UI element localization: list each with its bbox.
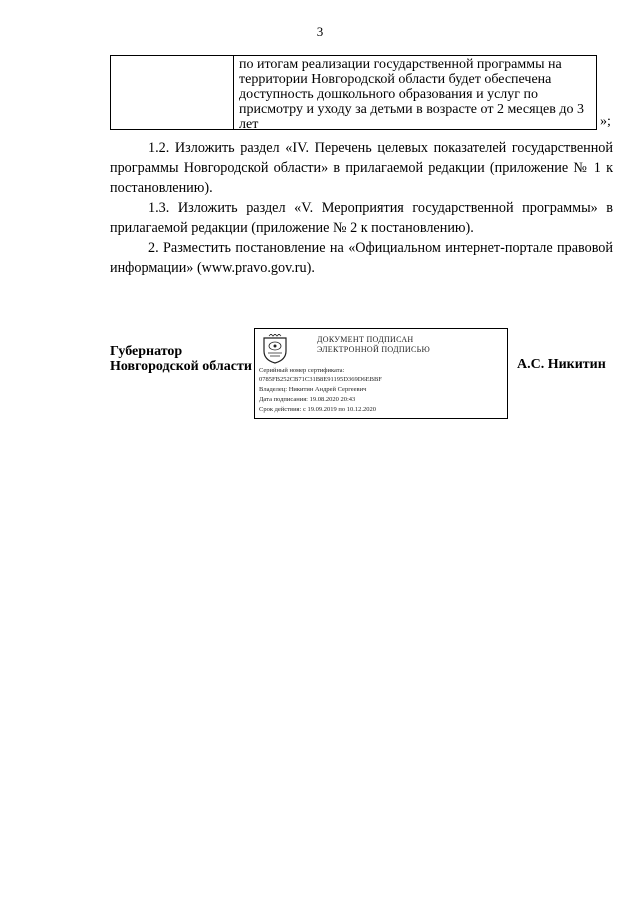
stamp-owner: Владелец: Никитин Андрей Сергеевич bbox=[259, 386, 367, 393]
program-table bbox=[110, 55, 597, 130]
signer-title-line1: Губернатор bbox=[110, 344, 183, 359]
table-closing-quote: »; bbox=[600, 114, 611, 129]
paragraph-1-2: 1.2. Изложить раздел «IV. Перечень целевых показателей государственной программы Новгородской области» в прилагаемой редакции (приложение № 1 к постановлению). bbox=[110, 140, 613, 196]
stamp-cert-number: 0785FB252CB71C31B8E91195D369D6EBBF bbox=[259, 376, 382, 383]
signer-title-line2: Новгородской области bbox=[110, 359, 252, 374]
coat-of-arms-icon bbox=[261, 334, 289, 364]
table-cell-empty bbox=[111, 56, 234, 129]
electronic-signature-stamp bbox=[254, 328, 508, 419]
page-number: 3 bbox=[316, 24, 324, 39]
stamp-heading bbox=[317, 335, 430, 355]
stamp-heading-line2: ЭЛЕКТРОННОЙ ПОДПИСЬЮ bbox=[317, 345, 431, 354]
stamp-validity: Срок действия: с 19.09.2019 по 10.12.2020 bbox=[259, 406, 376, 413]
paragraph-2: 2. Разместить постановление на «Официальном интернет-портале правовой информации» (www.pravo.gov.ru). bbox=[110, 240, 613, 276]
table-cell-text: по итогам реализации государственной программы на территории Новгородской области будет обеспечена доступность дошкольного образования и услуг по присмотру и уходу за детьми в возрасте от 2 месяцев до 3 лет bbox=[239, 57, 584, 132]
stamp-cert-label: Серийный номер сертификата: bbox=[259, 367, 345, 374]
stamp-signed-date: Дата подписания: 19.08.2020 20:43 bbox=[259, 396, 356, 403]
paragraph-1-3: 1.3. Изложить раздел «V. Мероприятия государственной программы» в прилагаемой редакции (приложение № 2 к постановлению). bbox=[110, 200, 613, 236]
signer-title bbox=[110, 344, 252, 374]
signer-name: А.С. Никитин bbox=[517, 357, 606, 372]
stamp-heading-line1: ДОКУМЕНТ ПОДПИСАН bbox=[317, 335, 414, 344]
